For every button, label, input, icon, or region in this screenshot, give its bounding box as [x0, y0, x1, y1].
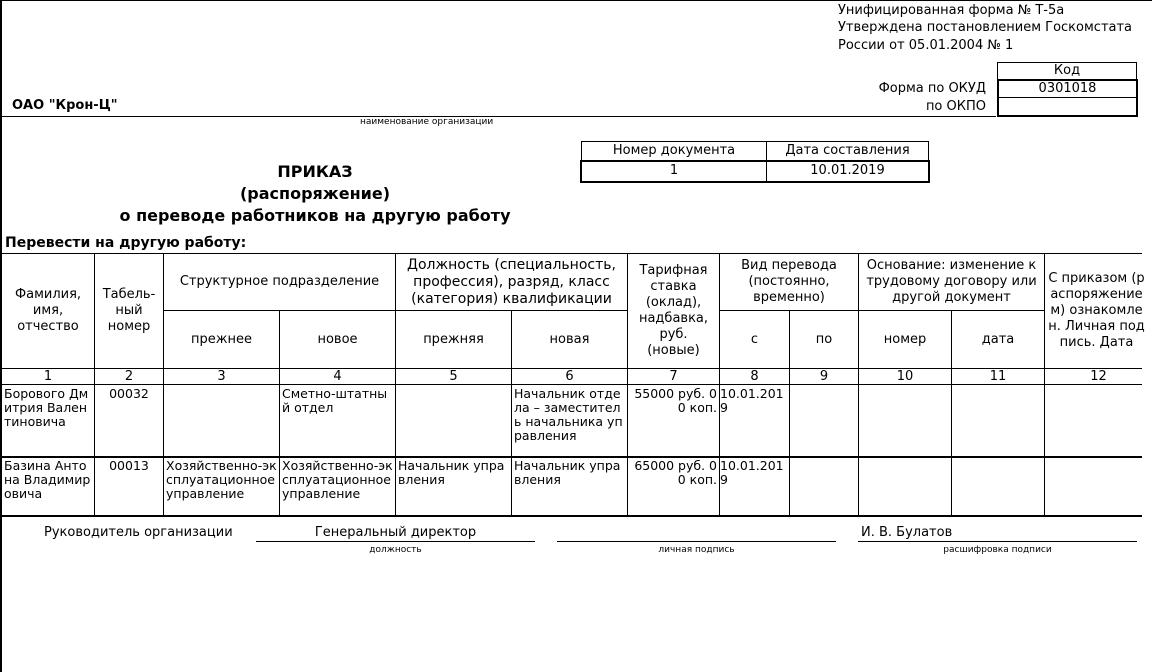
column-number: 6	[565, 369, 574, 384]
header-pos-old: прежняя	[423, 331, 484, 347]
column-number: 7	[669, 369, 678, 384]
row-2-tab: 00013	[109, 458, 149, 473]
column-number: 8	[750, 369, 759, 384]
row-2-from: 10.01.2019	[720, 458, 784, 487]
doc-number-label: Номер документа	[581, 141, 767, 161]
row-2-dept-old: Хозяйственно-эксплуатационное управление	[166, 458, 277, 501]
row-1-dept-new: Сметно-штатный отдел	[282, 386, 388, 415]
row-1-pos-new: Начальник отдела – заместитель начальника управления	[514, 386, 623, 443]
header-dept: Структурное подразделение	[179, 274, 380, 289]
row-1-from: 10.01.2019	[720, 386, 784, 415]
name-caption: расшифровка подписи	[943, 545, 1052, 555]
header-kind-to: по	[815, 331, 833, 347]
column-number: 4	[333, 369, 342, 384]
row-2-pos-old: Начальник управления	[398, 458, 505, 487]
header-ack: С приказом (распоряжением) ознакомлен. Личная подпись. Дата	[1048, 271, 1145, 350]
row-2-fio: Базина Антона Владимировича	[4, 458, 91, 501]
row-1-basis-date	[952, 386, 1044, 456]
doc-date-label: Дата составления	[766, 141, 929, 161]
form-line-2: Утверждена постановлением Госкомстата	[838, 20, 1133, 35]
okud-value: 0301018	[1038, 81, 1097, 96]
column-number: 11	[989, 369, 1007, 384]
column-number: 3	[217, 369, 226, 384]
header-tab: Табель-ный номер	[102, 287, 156, 334]
row-1-pos-old	[396, 386, 511, 456]
form-line-1: Унифицированная форма № Т-5а	[838, 3, 1065, 18]
head-position: Генеральный директор	[314, 525, 477, 540]
column-number: 10	[896, 369, 914, 384]
header-pos: Должность (специальность, профессия), разряд, класс (категория) квалификации	[407, 256, 616, 307]
row-2-basis-date	[952, 458, 1044, 515]
row-2-basis-num	[859, 458, 951, 515]
row-1-basis-num	[859, 386, 951, 456]
code-header: Код	[997, 62, 1137, 80]
header-dept-old: прежнее	[191, 331, 252, 347]
row-1-fio: Борового Дмитрия Валентиновича	[4, 386, 89, 429]
row-1-to	[790, 386, 858, 456]
organization-name: ОАО "Крон-Ц"	[12, 98, 118, 113]
head-name: И. В. Булатов	[861, 525, 953, 540]
header-kind: Вид перевода (постоянно, временно)	[741, 258, 837, 305]
form-line-3: России от 05.01.2004 № 1	[838, 38, 1014, 53]
row-1-tab: 00032	[109, 386, 149, 401]
head-label: Руководитель организации	[44, 525, 233, 540]
sign-caption: личная подпись	[658, 545, 735, 555]
row-1-ack	[1045, 386, 1152, 456]
row-2-to	[790, 458, 858, 515]
doc-date: 10.01.2019	[810, 163, 885, 178]
column-number: 9	[819, 369, 829, 384]
header-pos-new: новая	[549, 331, 590, 347]
row-2-ack	[1045, 458, 1152, 515]
header-basis-num: номер	[883, 331, 927, 347]
column-number: 2	[124, 369, 134, 384]
header-basis: Основание: изменение к трудовому договору или другой документ	[866, 258, 1037, 305]
row-1-dept-old	[164, 386, 279, 456]
organization-caption: наименование организации	[360, 117, 494, 127]
subtitle: Перевести на другую работу:	[5, 235, 247, 251]
column-number: 1	[43, 369, 53, 384]
row-2-pos-new: Начальник управления	[514, 458, 621, 487]
header-basis-date: дата	[981, 331, 1015, 347]
doc-number: 1	[669, 163, 679, 178]
column-number: 12	[1090, 369, 1107, 384]
title-line-3: о переводе работников на другую работу	[119, 206, 511, 225]
header-fio: Фамилия, имя, отчество	[14, 287, 82, 334]
title-line-2: (распоряжение)	[239, 184, 391, 203]
title-line-1: ПРИКАЗ	[277, 162, 353, 181]
row-1-rate: 55000 руб. 00 коп.	[634, 386, 717, 415]
header-rate: Тарифная ставка (оклад), надбавка, руб. (новые)	[638, 263, 709, 358]
okud-label: Форма по ОКУД	[878, 81, 986, 96]
header-kind-from: с	[750, 331, 759, 347]
position-caption: должность	[369, 545, 422, 555]
header-dept-new: новое	[317, 331, 358, 347]
column-number: 5	[449, 369, 458, 384]
row-2-dept-new: Хозяйственно-эксплуатационное управление	[282, 458, 393, 501]
row-2-rate: 65000 руб. 00 коп.	[634, 458, 717, 487]
okpo-label: по ОКПО	[925, 99, 986, 114]
